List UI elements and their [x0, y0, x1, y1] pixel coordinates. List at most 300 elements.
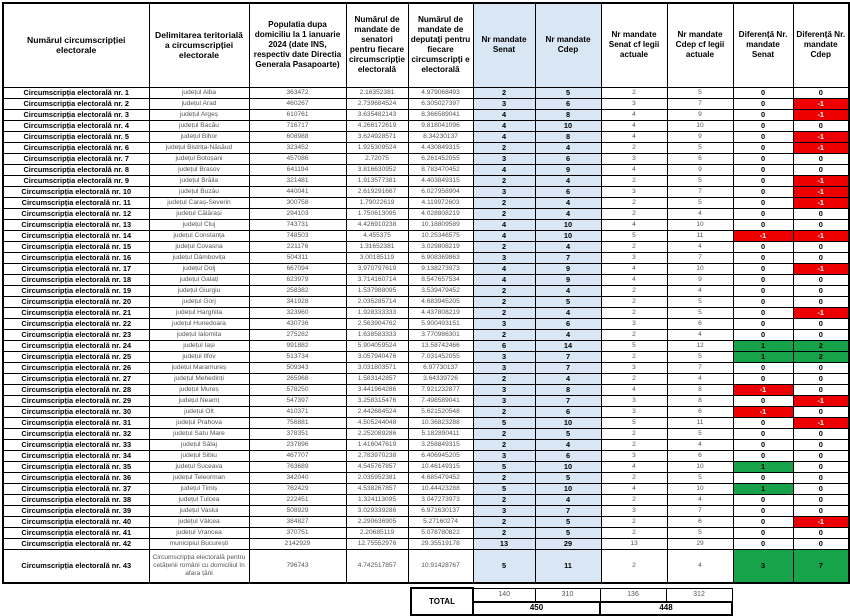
row-circumscriptie-label: Circumscripția electorală nr. 42 [3, 538, 149, 549]
row-mandate-deputati-calc: 10.25346575 [408, 230, 473, 241]
row-nr-mandate-cdep-actual: 12 [667, 340, 733, 351]
row-diferenta-senat: 0 [733, 175, 793, 186]
row-mandate-deputati-calc: 6.305027397 [408, 98, 473, 109]
row-mandate-deputati-calc: 3.770986301 [408, 329, 473, 340]
col-header-mandate-deputati: Numărul de mandate de deputați pentru fiecare circumscripți e electorală [408, 3, 473, 87]
row-delimitare: județul Galați [149, 274, 249, 285]
row-nr-mandate-cdep-actual: 5 [667, 142, 733, 153]
row-nr-mandate-cdep-actual: 4 [667, 439, 733, 450]
row-nr-mandate-cdep: 7 [535, 362, 601, 373]
row-delimitare: județul Ilfov [149, 351, 249, 362]
row-nr-mandate-senat: 2 [473, 439, 535, 450]
row-mandate-senatori-calc: 2.619291667 [346, 186, 408, 197]
row-mandate-deputati-calc: 5.078780822 [408, 527, 473, 538]
row-mandate-senatori-calc: 3.714160714 [346, 274, 408, 285]
row-delimitare: județul Bistrița-Năsăud [149, 142, 249, 153]
row-nr-mandate-cdep-actual: 4 [667, 285, 733, 296]
row-nr-mandate-cdep: 5 [535, 428, 601, 439]
row-mandate-senatori-calc: 4.426910238 [346, 219, 408, 230]
row-mandate-senatori-calc: 3.057940476 [346, 351, 408, 362]
row-nr-mandate-senat-actual: 4 [601, 131, 667, 142]
row-nr-mandate-cdep: 6 [535, 98, 601, 109]
row-mandate-senatori-calc: 5.904059524 [346, 340, 408, 351]
table-row [3, 307, 849, 318]
row-mandate-senatori-calc: 1.750613095 [346, 208, 408, 219]
table-row [3, 362, 849, 373]
row-diferenta-cdep: 0 [793, 373, 849, 384]
row-circumscriptie-label: Circumscripția electorală nr. 10 [3, 186, 149, 197]
row-delimitare: județul Mehedinți [149, 373, 249, 384]
row-nr-mandate-senat: 2 [473, 307, 535, 318]
row-circumscriptie-label: Circumscripția electorală nr. 8 [3, 164, 149, 175]
row-nr-mandate-cdep-actual: 5 [667, 296, 733, 307]
row-nr-mandate-senat-actual: 3 [601, 186, 667, 197]
row-mandate-deputati-calc: 5.900493151 [408, 318, 473, 329]
row-mandate-deputati-calc: 4.979068493 [408, 87, 473, 98]
row-nr-mandate-cdep-actual: 6 [667, 318, 733, 329]
table-row [3, 175, 849, 186]
row-nr-mandate-cdep: 5 [535, 87, 601, 98]
row-diferenta-senat: 0 [733, 285, 793, 296]
row-nr-mandate-cdep: 4 [535, 494, 601, 505]
row-circumscriptie-label: Circumscripția electorală nr. 31 [3, 417, 149, 428]
row-nr-mandate-senat-actual: 4 [601, 461, 667, 472]
row-delimitare: județul Ialomita [149, 329, 249, 340]
row-populatie: 508929 [249, 505, 346, 516]
row-nr-mandate-cdep-actual: 4 [667, 549, 733, 583]
row-circumscriptie-label: Circumscripția electorală nr. 17 [3, 263, 149, 274]
table-row [3, 285, 849, 296]
row-diferenta-senat: 0 [733, 153, 793, 164]
row-populatie: 294103 [249, 208, 346, 219]
row-mandate-senatori-calc: 1.928333333 [346, 307, 408, 318]
row-circumscriptie-label: Circumscripția electorală nr. 36 [3, 472, 149, 483]
row-circumscriptie-label: Circumscripția electorală nr. 19 [3, 285, 149, 296]
row-delimitare: județul Prahova [149, 417, 249, 428]
row-nr-mandate-cdep-actual: 11 [667, 417, 733, 428]
row-mandate-deputati-calc: 3.047273973 [408, 494, 473, 505]
row-mandate-senatori-calc: 1.416047619 [346, 439, 408, 450]
row-nr-mandate-cdep-actual: 4 [667, 494, 733, 505]
row-nr-mandate-senat: 6 [473, 340, 535, 351]
row-populatie: 641194 [249, 164, 346, 175]
row-mandate-deputati-calc: 10.18809589 [408, 219, 473, 230]
row-mandate-deputati-calc: 10.44423288 [408, 483, 473, 494]
row-diferenta-senat: 0 [733, 164, 793, 175]
row-diferenta-cdep: 0 [793, 483, 849, 494]
row-nr-mandate-senat-actual: 2 [601, 472, 667, 483]
row-nr-mandate-senat: 3 [473, 450, 535, 461]
row-diferenta-senat: 0 [733, 274, 793, 285]
row-nr-mandate-cdep-actual: 4 [667, 241, 733, 252]
row-nr-mandate-senat-actual: 2 [601, 296, 667, 307]
row-diferenta-senat: 0 [733, 527, 793, 538]
row-nr-mandate-senat-actual: 2 [601, 197, 667, 208]
row-nr-mandate-cdep-actual: 9 [667, 274, 733, 285]
row-populatie: 547397 [249, 395, 346, 406]
row-nr-mandate-senat: 2 [473, 175, 535, 186]
row-circumscriptie-label: Circumscripția electorală nr. 35 [3, 461, 149, 472]
row-delimitare: județul Cluj [149, 219, 249, 230]
row-diferenta-senat: 0 [733, 494, 793, 505]
table-header [3, 3, 849, 87]
row-mandate-deputati-calc: 4.028808219 [408, 208, 473, 219]
row-populatie: 342040 [249, 472, 346, 483]
row-circumscriptie-label: Circumscripția electorală nr. 1 [3, 87, 149, 98]
row-circumscriptie-label: Circumscripția electorală nr. 13 [3, 219, 149, 230]
row-diferenta-cdep: 7 [793, 549, 849, 583]
row-delimitare: județul Olt [149, 406, 249, 417]
row-nr-mandate-senat: 3 [473, 395, 535, 406]
row-mandate-senatori-calc: 4.545767857 [346, 461, 408, 472]
table-row [3, 153, 849, 164]
col-header-nr-mandate-cdep: Nr mandate Cdep [535, 3, 601, 87]
row-circumscriptie-label: Circumscripția electorală nr. 18 [3, 274, 149, 285]
row-nr-mandate-cdep: 4 [535, 142, 601, 153]
row-diferenta-cdep: 0 [793, 219, 849, 230]
total-sum-actual: 448 [600, 602, 732, 616]
col-header-delimitare: Delimitarea teritorială a circumscripției electorale [149, 3, 249, 87]
row-circumscriptie-label: Circumscripția electorală nr. 23 [3, 329, 149, 340]
row-nr-mandate-cdep: 9 [535, 274, 601, 285]
row-diferenta-senat: 3 [733, 549, 793, 583]
row-circumscriptie-label: Circumscripția electorală nr. 9 [3, 175, 149, 186]
row-nr-mandate-senat: 2 [473, 296, 535, 307]
row-nr-mandate-senat: 4 [473, 263, 535, 274]
row-populatie: 756881 [249, 417, 346, 428]
col-header-populatie: Populatia dupa domiciliu la 1 ianuarie 2024 (date INS, respectiv date Directia Generala Pasapoarte) [249, 3, 346, 87]
row-nr-mandate-senat: 3 [473, 351, 535, 362]
row-delimitare: județul Vrancea [149, 527, 249, 538]
row-diferenta-senat: 0 [733, 538, 793, 549]
row-nr-mandate-cdep-actual: 9 [667, 164, 733, 175]
table-row [3, 219, 849, 230]
row-mandate-deputati-calc: 6.027958904 [408, 186, 473, 197]
row-diferenta-cdep: 0 [793, 153, 849, 164]
row-populatie: 991882 [249, 340, 346, 351]
row-delimitare: județul Iași [149, 340, 249, 351]
col-header-diferenta-senat: Diferență Nr. mandate Senat [733, 3, 793, 87]
row-nr-mandate-senat: 4 [473, 120, 535, 131]
row-nr-mandate-cdep-actual: 9 [667, 131, 733, 142]
row-delimitare: județul Bacău [149, 120, 249, 131]
row-diferenta-cdep: 0 [793, 285, 849, 296]
row-populatie: 796743 [249, 549, 346, 583]
row-nr-mandate-senat: 3 [473, 186, 535, 197]
col-header-nr-mandate-senat: Nr mandate Senat [473, 3, 535, 87]
row-nr-mandate-cdep: 7 [535, 505, 601, 516]
row-mandate-senatori-calc: 2.783970238 [346, 450, 408, 461]
row-populatie: 275282 [249, 329, 346, 340]
row-delimitare: județul Tulcea [149, 494, 249, 505]
row-nr-mandate-senat: 4 [473, 219, 535, 230]
col-header-diferenta-cdep: Diferență Nr. mandate Cdep [793, 3, 849, 87]
row-mandate-senatori-calc: 2.739684524 [346, 98, 408, 109]
row-nr-mandate-cdep: 4 [535, 175, 601, 186]
row-nr-mandate-senat-actual: 4 [601, 483, 667, 494]
table-row [3, 505, 849, 516]
row-nr-mandate-cdep: 4 [535, 197, 601, 208]
row-diferenta-cdep: 0 [793, 164, 849, 175]
row-nr-mandate-cdep-actual: 10 [667, 483, 733, 494]
row-diferenta-senat: 0 [733, 329, 793, 340]
row-diferenta-cdep: -1 [793, 109, 849, 120]
row-mandate-deputati-calc: 10.46149315 [408, 461, 473, 472]
row-populatie: 363472 [249, 87, 346, 98]
table-row [3, 263, 849, 274]
row-nr-mandate-senat-actual: 3 [601, 252, 667, 263]
row-diferenta-senat: 0 [733, 362, 793, 373]
row-diferenta-cdep: 0 [793, 329, 849, 340]
row-mandate-senatori-calc: 2.035952381 [346, 472, 408, 483]
table-row [3, 340, 849, 351]
col-header-nr-mandate-cdep-actual: Nr mandate Cdep cf legii actuale [667, 3, 733, 87]
row-nr-mandate-senat-actual: 3 [601, 450, 667, 461]
row-mandate-senatori-calc: 1.913577381 [346, 175, 408, 186]
row-mandate-senatori-calc: 1.925309524 [346, 142, 408, 153]
row-mandate-senatori-calc: 3.970797619 [346, 263, 408, 274]
row-mandate-senatori-calc: 4.538267857 [346, 483, 408, 494]
row-mandate-deputati-calc: 4.685479452 [408, 472, 473, 483]
row-nr-mandate-senat: 2 [473, 208, 535, 219]
row-nr-mandate-senat: 4 [473, 131, 535, 142]
row-nr-mandate-cdep-actual: 5 [667, 472, 733, 483]
row-diferenta-senat: 0 [733, 318, 793, 329]
row-mandate-deputati-calc: 8.547657534 [408, 274, 473, 285]
row-delimitare: județul Vâlcea [149, 516, 249, 527]
row-diferenta-senat: -1 [733, 230, 793, 241]
row-nr-mandate-senat-actual: 3 [601, 98, 667, 109]
table-row [3, 450, 849, 461]
row-diferenta-senat: 0 [733, 241, 793, 252]
row-mandate-deputati-calc: 6.971630137 [408, 505, 473, 516]
row-nr-mandate-senat: 5 [473, 417, 535, 428]
row-nr-mandate-senat-actual: 4 [601, 120, 667, 131]
row-diferenta-cdep: -1 [793, 263, 849, 274]
row-diferenta-cdep: -1 [793, 186, 849, 197]
row-delimitare: județul Arad [149, 98, 249, 109]
total-cdep: 310 [535, 588, 600, 602]
row-nr-mandate-senat-actual: 2 [601, 428, 667, 439]
row-nr-mandate-cdep: 10 [535, 219, 601, 230]
row-nr-mandate-cdep: 6 [535, 318, 601, 329]
row-nr-mandate-senat: 3 [473, 362, 535, 373]
row-mandate-senatori-calc: 4.505244048 [346, 417, 408, 428]
row-mandate-deputati-calc: 29.35519178 [408, 538, 473, 549]
row-nr-mandate-senat: 5 [473, 483, 535, 494]
row-circumscriptie-label: Circumscripția electorală nr. 41 [3, 527, 149, 538]
row-mandate-senatori-calc: 4.455375 [346, 230, 408, 241]
row-nr-mandate-cdep-actual: 10 [667, 263, 733, 274]
row-delimitare: județul Satu Mare [149, 428, 249, 439]
table-row [3, 549, 849, 583]
row-mandate-deputati-calc: 4.403849315 [408, 175, 473, 186]
row-mandate-senatori-calc: 1.31652381 [346, 241, 408, 252]
row-diferenta-senat: -1 [733, 406, 793, 417]
row-nr-mandate-cdep: 6 [535, 153, 601, 164]
table-row [3, 109, 849, 120]
row-circumscriptie-label: Circumscripția electorală nr. 37 [3, 483, 149, 494]
row-mandate-senatori-calc: 1.638583333 [346, 329, 408, 340]
row-nr-mandate-senat: 4 [473, 230, 535, 241]
row-mandate-deputati-calc: 13.58742466 [408, 340, 473, 351]
row-diferenta-cdep: 0 [793, 318, 849, 329]
row-mandate-senatori-calc: 2.563904762 [346, 318, 408, 329]
row-delimitare: județul Bihor [149, 131, 249, 142]
col-header-nr-mandate-senat-actual: Nr mandate Senat cf legii actuale [601, 3, 667, 87]
row-mandate-deputati-calc: 9.138273973 [408, 263, 473, 274]
row-diferenta-senat: 0 [733, 208, 793, 219]
row-nr-mandate-senat: 2 [473, 494, 535, 505]
row-populatie: 762429 [249, 483, 346, 494]
row-populatie: 763689 [249, 461, 346, 472]
row-populatie: 460267 [249, 98, 346, 109]
row-populatie: 370751 [249, 527, 346, 538]
row-circumscriptie-label: Circumscripția electorală nr. 3 [3, 109, 149, 120]
table-row [3, 296, 849, 307]
row-diferenta-senat: 0 [733, 109, 793, 120]
table-row [3, 417, 849, 428]
row-populatie: 221176 [249, 241, 346, 252]
row-nr-mandate-senat: 2 [473, 428, 535, 439]
row-delimitare: județul Teleorman [149, 472, 249, 483]
row-diferenta-senat: 0 [733, 505, 793, 516]
row-populatie: 440041 [249, 186, 346, 197]
row-nr-mandate-senat-actual: 2 [601, 494, 667, 505]
row-nr-mandate-senat-actual: 5 [601, 340, 667, 351]
row-nr-mandate-cdep: 4 [535, 439, 601, 450]
row-circumscriptie-label: Circumscripția electorală nr. 4 [3, 120, 149, 131]
row-diferenta-senat: 0 [733, 87, 793, 98]
total-senat: 140 [473, 588, 535, 602]
row-diferenta-cdep: 0 [793, 461, 849, 472]
row-diferenta-cdep: -1 [793, 131, 849, 142]
row-mandate-senatori-calc: 4.742517857 [346, 549, 408, 583]
row-circumscriptie-label: Circumscripția electorală nr. 27 [3, 373, 149, 384]
row-diferenta-cdep: -1 [793, 197, 849, 208]
table-row [3, 186, 849, 197]
row-nr-mandate-senat: 2 [473, 406, 535, 417]
row-nr-mandate-cdep: 5 [535, 296, 601, 307]
row-nr-mandate-cdep: 6 [535, 450, 601, 461]
table-row [3, 241, 849, 252]
row-populatie: 341928 [249, 296, 346, 307]
table-row [3, 131, 849, 142]
row-nr-mandate-senat-actual: 3 [601, 318, 667, 329]
row-mandate-deputati-calc: 4.683945205 [408, 296, 473, 307]
row-circumscriptie-label: Circumscripția electorală nr. 12 [3, 208, 149, 219]
row-diferenta-cdep: -1 [793, 307, 849, 318]
row-mandate-deputati-calc: 8.34230137 [408, 131, 473, 142]
row-populatie: 321481 [249, 175, 346, 186]
row-circumscriptie-label: Circumscripția electorală nr. 39 [3, 505, 149, 516]
row-nr-mandate-cdep: 10 [535, 417, 601, 428]
row-diferenta-senat: 0 [733, 428, 793, 439]
row-nr-mandate-senat: 2 [473, 285, 535, 296]
row-nr-mandate-cdep-actual: 5 [667, 87, 733, 98]
row-nr-mandate-cdep: 7 [535, 351, 601, 362]
row-delimitare: județul Sibiu [149, 450, 249, 461]
row-delimitare: județul Giurgiu [149, 285, 249, 296]
row-mandate-senatori-calc: 1.79022619 [346, 197, 408, 208]
row-nr-mandate-cdep-actual: 8 [667, 395, 733, 406]
row-circumscriptie-label: Circumscripția electorală nr. 7 [3, 153, 149, 164]
row-populatie: 300758 [249, 197, 346, 208]
row-nr-mandate-cdep: 9 [535, 164, 601, 175]
row-nr-mandate-cdep-actual: 5 [667, 428, 733, 439]
row-diferenta-cdep: 0 [793, 505, 849, 516]
total-label: TOTAL [411, 588, 473, 615]
row-circumscriptie-label: Circumscripția electorală nr. 40 [3, 516, 149, 527]
row-diferenta-senat: 0 [733, 417, 793, 428]
row-populatie: 509343 [249, 362, 346, 373]
row-nr-mandate-cdep: 5 [535, 527, 601, 538]
row-mandate-senatori-calc: 4.266172619 [346, 120, 408, 131]
row-delimitare: județul Maramureș [149, 362, 249, 373]
row-nr-mandate-cdep-actual: 6 [667, 516, 733, 527]
row-nr-mandate-senat: 3 [473, 153, 535, 164]
row-nr-mandate-senat-actual: 2 [601, 439, 667, 450]
row-circumscriptie-label: Circumscripția electorală nr. 29 [3, 395, 149, 406]
row-diferenta-senat: 0 [733, 186, 793, 197]
row-nr-mandate-senat-actual: 4 [601, 219, 667, 230]
row-mandate-deputati-calc: 6.261452055 [408, 153, 473, 164]
row-nr-mandate-senat-actual: 2 [601, 329, 667, 340]
table-row [3, 120, 849, 131]
totals-block [2, 587, 848, 616]
row-delimitare: județul Covasna [149, 241, 249, 252]
row-nr-mandate-cdep: 8 [535, 384, 601, 395]
row-nr-mandate-senat-actual: 3 [601, 153, 667, 164]
row-circumscriptie-label: Circumscripția electorală nr. 22 [3, 318, 149, 329]
row-nr-mandate-senat: 5 [473, 549, 535, 583]
row-mandate-senatori-calc: 2.20685119 [346, 527, 408, 538]
row-populatie: 430736 [249, 318, 346, 329]
row-nr-mandate-senat-actual: 2 [601, 285, 667, 296]
table-row [3, 428, 849, 439]
row-mandate-deputati-calc: 6.908369863 [408, 252, 473, 263]
row-delimitare: județul Dâmbovița [149, 252, 249, 263]
row-nr-mandate-cdep-actual: 5 [667, 175, 733, 186]
mandates-table [2, 2, 850, 584]
row-populatie: 410371 [249, 406, 346, 417]
row-mandate-deputati-calc: 3.64339726 [408, 373, 473, 384]
total-cdep-actual: 312 [666, 588, 732, 602]
table-row [3, 87, 849, 98]
row-populatie: 743731 [249, 219, 346, 230]
row-nr-mandate-cdep: 10 [535, 230, 601, 241]
row-mandate-senatori-calc: 3.441964286 [346, 384, 408, 395]
row-nr-mandate-cdep-actual: 7 [667, 505, 733, 516]
row-diferenta-cdep: 0 [793, 450, 849, 461]
row-nr-mandate-cdep-actual: 5 [667, 307, 733, 318]
row-mandate-deputati-calc: 6.406945205 [408, 450, 473, 461]
row-nr-mandate-cdep: 10 [535, 483, 601, 494]
row-mandate-deputati-calc: 3.539479452 [408, 285, 473, 296]
table-row [3, 384, 849, 395]
table-row [3, 164, 849, 175]
row-diferenta-senat: 1 [733, 461, 793, 472]
row-circumscriptie-label: Circumscripția electorală nr. 33 [3, 439, 149, 450]
row-nr-mandate-senat: 2 [473, 527, 535, 538]
row-mandate-deputati-calc: 6.97730137 [408, 362, 473, 373]
row-delimitare: municipiul București [149, 538, 249, 549]
row-circumscriptie-label: Circumscripția electorală nr. 6 [3, 142, 149, 153]
row-populatie: 610761 [249, 109, 346, 120]
row-nr-mandate-senat: 3 [473, 505, 535, 516]
row-nr-mandate-senat: 2 [473, 142, 535, 153]
row-mandate-senatori-calc: 3.258315476 [346, 395, 408, 406]
